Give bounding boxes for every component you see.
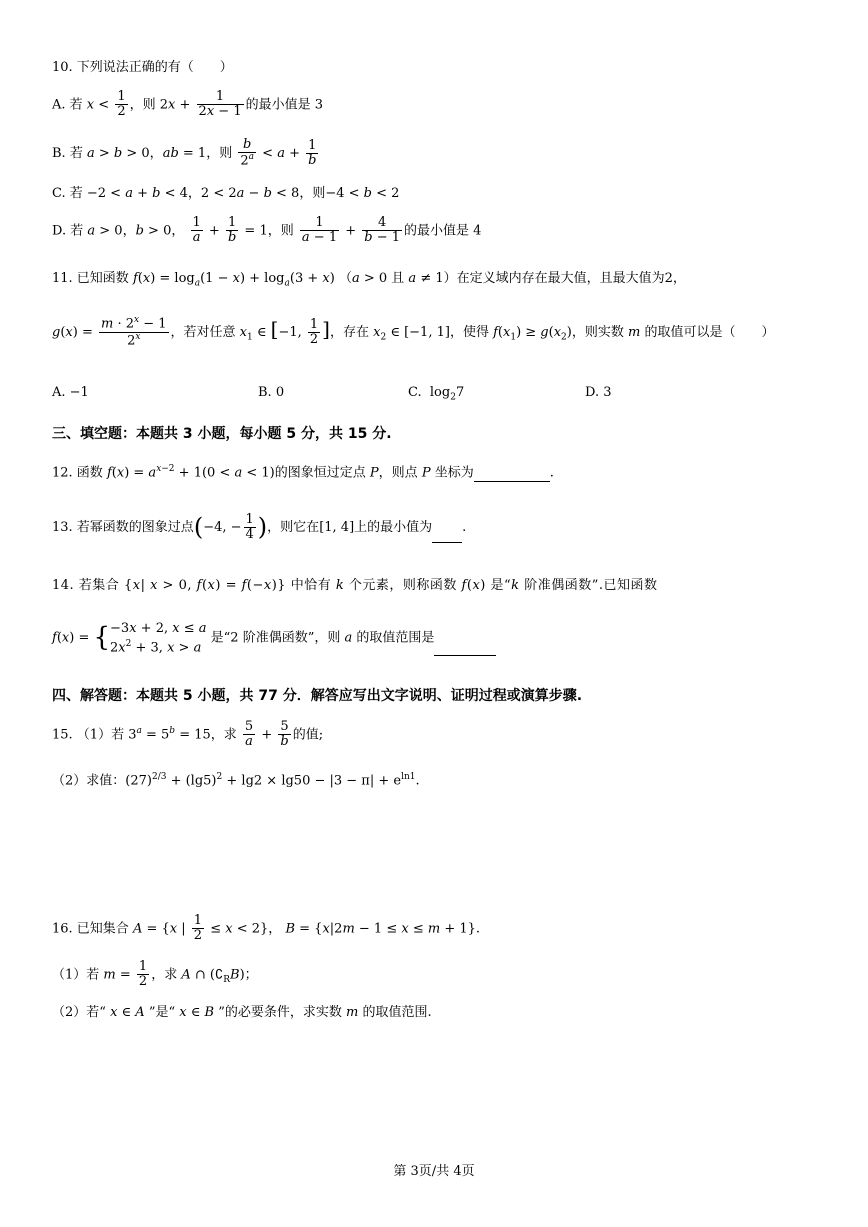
q15-part1: 15. （1）若 $3^a = 5^b = 15$，求 $\frac{5}{a}$ + $\frac{5}{b}$ 的值; [52,719,324,750]
q11-option-b: B. 0 [258,385,285,400]
q11-stem-line2: g(x) = $\frac{m \cdot 2^x - 1}{2^x}$ ，若对任意 $x_1$ ∈ [−1, $\frac{1}{2}$ ]，存在 $x_2$ ∈ [−1, 1]，使得 $f(x_1) \ge g(x_2)$，则实数 m 的取值可以是（ ） [52,315,775,349]
q10-stem: 10. 下列说法正确的有（ ） [52,60,233,75]
q11-option-a: A. −1 [52,385,89,400]
q12: 12. 函数 $f(x) = a^{x-2} + 1(0 < a < 1)$的图象恒过定点 P，则点 P 坐标为 . [52,464,554,481]
q10-option-b: B. 若 a > b > 0，ab = 1，则 $\frac{b}{2^a}$ < a + $\frac{1}{b}$ [52,137,317,169]
q14-line1: 14. 若集合 {x| x > 0, f(x) = f(−x)} 中恰有 k 个元素，则称函数 f(x) 是“k 阶准偶函数”.已知函数 [52,578,658,593]
q11-option-c: C. $\log_27$ [408,385,465,403]
q16-stem: 16. 已知集合 A = {x | $\frac{1}{2}$ ≤ x < 2}， B = {x|2m − 1 ≤ x ≤ m + 1}. [52,913,481,944]
q16-part2: （2）若“ x ∈ A ”是“ x ∈ B ”的必要条件，求实数 m 的取值范围. [52,1005,432,1020]
q11-option-d: D. 3 [585,385,612,400]
q10-option-d: D. 若 a > 0，b > 0， $\frac{1}{a}$ + $\frac{1}{b}$ = 1，则 $\frac{1}{a - 1}$ + $\frac{4}{b - 1}$ 的最小值是 4 [52,215,482,246]
section-3-heading: 三、填空题：本题共 3 小题，每小题 5 分，共 15 分. [52,426,392,442]
q14-line2: f(x) = {−3x + 2, x ≤ a $2x^2 + 3$, x > a 是“2 阶准偶函数”，则 a 的取值范围是 [52,620,496,656]
q10-option-a: A. 若 x < $\frac{1}{2}$ ，则 2x + $\frac{1}{2x - 1}$ 的最小值是 3 [52,89,323,120]
q15-part2: （2）求值：$(27)^{2/3} + (\lg 5)^2 + \lg 2 \times \lg 50 - |3 - \pi| + e^{ln1}$. [52,772,420,789]
q11-stem-line1: 11. 已知函数 $f(x) = \log_a(1 - x) + \log_a(3 + x) (a > 0$ 且 a ≠ 1）在定义域内存在最大值，且最大值为2， [52,271,686,289]
q16-part1: （1）若 m = $\frac{1}{2}$ ，求 A ∩ $(∁_RB)$； [52,959,258,990]
q10-option-c: C. 若 −2 < a + b < 4，2 < 2a − b < 8，则−4 < b < 2 [52,186,400,201]
page-footer: 第 3页/共 4页 [393,1164,475,1179]
q13: 13. 若幂函数的图象过点(−4, − $\frac{1}{4}$ )，则它在[1, 4]上的最小值为 . [52,511,467,543]
section-4-heading: 四、解答题：本题共 5 小题，共 77 分．解答应写出文字说明、证明过程或演算步骤. [52,688,583,704]
